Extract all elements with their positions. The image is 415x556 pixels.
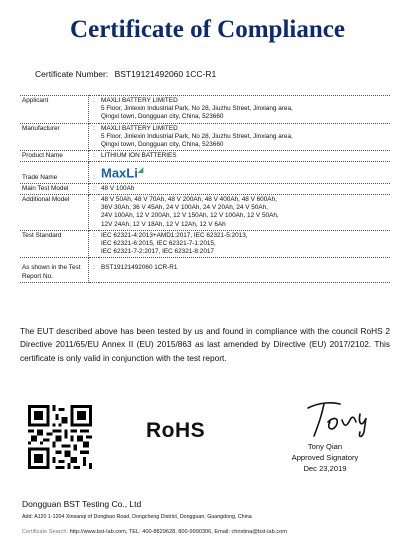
- signature-icon: [300, 398, 380, 440]
- row-label: Trade Name: [20, 162, 89, 183]
- search-label: Certificate Search:: [22, 529, 69, 535]
- certificate-title: Certificate of Compliance: [70, 16, 345, 43]
- signatory-name: Tony Qian: [307, 442, 343, 451]
- certificate-number: [35, 69, 220, 79]
- row-value: MAXLI BATTERY LIMITED 5 Floor, Jinlexin Industrial Park, No 28, Jiuzhu Street, Jinxiang area, Qingxi town, Dongguan city, China, 523660: [99, 123, 390, 151]
- maxli-logo: MaxLi◢: [101, 165, 144, 181]
- row-value: [99, 162, 390, 183]
- table-row: Test Standard : IEC 62321-4:2013+AMD1:2017, IEC 62321-5:2013, IEC 62321-6:2015, IEC 62321-7-1:2015, IEC 62321-7-2:2017, IEC 62321-8:2017: [20, 230, 390, 258]
- row-label: Test Standard: [20, 230, 89, 258]
- logo-mark-icon: ◢: [137, 167, 144, 175]
- table-row: Manufacturer : MAXLI BATTERY LIMITED 5 Floor, Jinlexin Industrial Park, No 28, Jiuzhu Street, Jinxiang area, Qingxi town, Dongguan city, China, 523660: [20, 123, 390, 151]
- row-label: As shown in the Test Report No.: [20, 258, 89, 282]
- company-name: Dongguan BST Testing Co., Ltd: [22, 499, 142, 509]
- row-label: Main Test Model: [20, 183, 89, 194]
- company-address: Add: A120 1-1204 Xinsanqi of Dongbao Road, Dongcheng District, Dongguan, Guangdong, China: [22, 514, 252, 520]
- row-value: LITHIUM ION BATTERIES: [99, 151, 390, 162]
- row-value: 48 V 100Ah: [99, 183, 390, 194]
- table-row: Main Test Model : 48 V 100Ah: [20, 183, 390, 194]
- row-value: MAXLI BATTERY LIMITED 5 Floor, Jinlexin Industrial Park, No 28, Jiuzhu Street, Jinxiang area, Qingxi town, Dongguan city, China, 523660: [99, 96, 390, 124]
- certificate-number-label: Certificate Number:: [35, 69, 109, 79]
- signatory-title: Approved Signatory: [291, 453, 359, 462]
- table-row: Product Name : LITHIUM ION BATTERIES: [20, 151, 390, 162]
- search-contact[interactable]: http://www.bst-lab.com, TEL: 400-8829628, 800-9990306, Email: christina@bst-lab.com: [69, 529, 287, 535]
- row-value: IEC 62321-4:2013+AMD1:2017, IEC 62321-5:2013, IEC 62321-6:2015, IEC 62321-7-1:2015, IEC 62321-7-2:2017, IEC 62321-8:2017: [99, 230, 390, 258]
- row-value: BST19121492060 1CR-R1: [99, 258, 390, 282]
- signatory-block: [250, 441, 400, 474]
- rohs-mark: RoHS: [146, 419, 206, 442]
- row-value: 48 V 50Ah, 48 V 70Ah, 48 V 200Ah, 48 V 400Ah, 48 V 600Ah, 36V 30Ah, 36 V 45Ah, 24 V 100Ah, 24 V 20Ah, 24 V 50Ah, 24V 100Ah, 12 V 200Ah, 12 V 150Ah, 12 V 100Ah, 12 V 50Ah, 12V 24Ah, 12 V 18Ah, 12 V 12Ah, 12 V 6Ah: [99, 194, 390, 230]
- certificate-search: [22, 529, 287, 535]
- table-row: Trade Name : MaxLi◢: [20, 162, 390, 183]
- row-label: Applicant: [20, 96, 89, 124]
- certificate-info-table: [20, 95, 390, 283]
- qr-code-icon: [28, 405, 92, 469]
- row-label: Manufacturer: [20, 123, 89, 151]
- table-row: Applicant : MAXLI BATTERY LIMITED 5 Floor, Jinlexin Industrial Park, No 28, Jiuzhu Street, Jinxiang area, Qingxi town, Dongguan city, China, 523660: [20, 96, 390, 124]
- certificate-number-value: BST19121492060 1CC-R1: [114, 69, 217, 79]
- table-row: As shown in the Test Report No. : BST19121492060 1CR-R1: [20, 258, 390, 282]
- row-label: Product Name: [20, 151, 89, 162]
- table-row: Additional Model : 48 V 50Ah, 48 V 70Ah, 48 V 200Ah, 48 V 400Ah, 48 V 600Ah, 36V 30Ah, 36 V 45Ah, 24 V 100Ah, 24 V 20Ah, 24 V 50Ah, 24V 100Ah, 12 V 200Ah, 12 V 150Ah, 12 V 100Ah, 12 V 50Ah, 12V 24Ah, 12 V 18Ah, 12 V 12Ah, 12 V 6Ah: [20, 194, 390, 230]
- row-label: Additional Model: [20, 194, 89, 230]
- signatory-date: Dec 23,2019: [303, 464, 347, 473]
- compliance-statement: The EUT described above has been tested by us and found in compliance with the council RoHS 2 Directive 2011/65/EU Annex II (EU) 2015/863 as last amended by Directive (EU) 2017/2102. This certificate is only valid in conjunction with the test report.: [20, 326, 390, 363]
